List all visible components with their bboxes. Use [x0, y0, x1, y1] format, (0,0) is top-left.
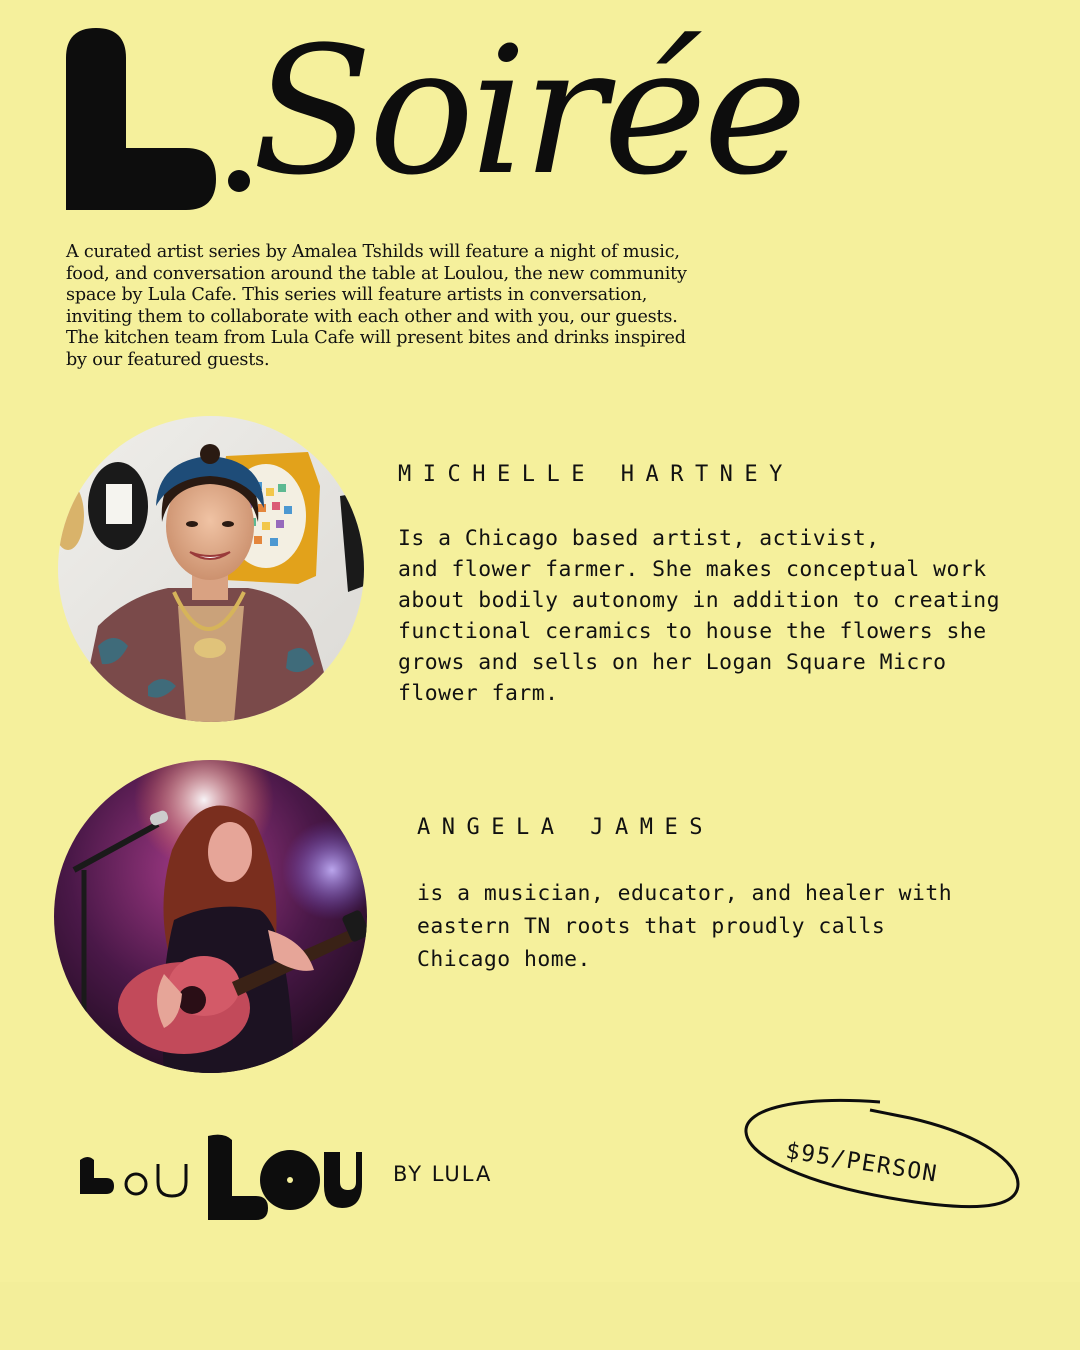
artist-name-angela: ANGELA JAMES: [417, 815, 714, 840]
bottom-strip: [0, 1282, 1080, 1350]
brand-by-lula: BY LULA: [393, 1162, 493, 1186]
artist-name-michelle: MICHELLE HARTNEY: [398, 462, 794, 487]
artist-bio-michelle: Is a Chicago based artist, activist, and flower farmer. She makes conceptual work about bodily autonomy in addition to creating functional ceramics to house the flowers she grows and sells on her Logan Square Micro flower farm.: [398, 526, 1001, 706]
loulou-logo: [72, 1132, 362, 1224]
price-badge: [740, 1098, 1025, 1222]
price-label: $95/PERSON: [783, 1138, 940, 1188]
artist-bio-angela: is a musician, educator, and healer with eastern TN roots that proudly calls Chicago home.: [417, 881, 953, 972]
artist-photo-angela: [54, 760, 367, 1073]
page-title: Soirée: [252, 9, 804, 214]
artist-photo-michelle: [58, 416, 364, 722]
title-dot: [226, 168, 252, 194]
intro-paragraph: A curated artist series by Amalea Tshilds will feature a night of music, food, and conversation around the table at Loulou, the new community space by Lula Cafe. This series will feature artists in conversation, inviting them to collaborate with each other and with you, our guests. The kitchen team from Lula Cafe will present bites and drinks inspired by our featured guests.: [66, 242, 687, 370]
l-logo-mark: [66, 28, 216, 210]
